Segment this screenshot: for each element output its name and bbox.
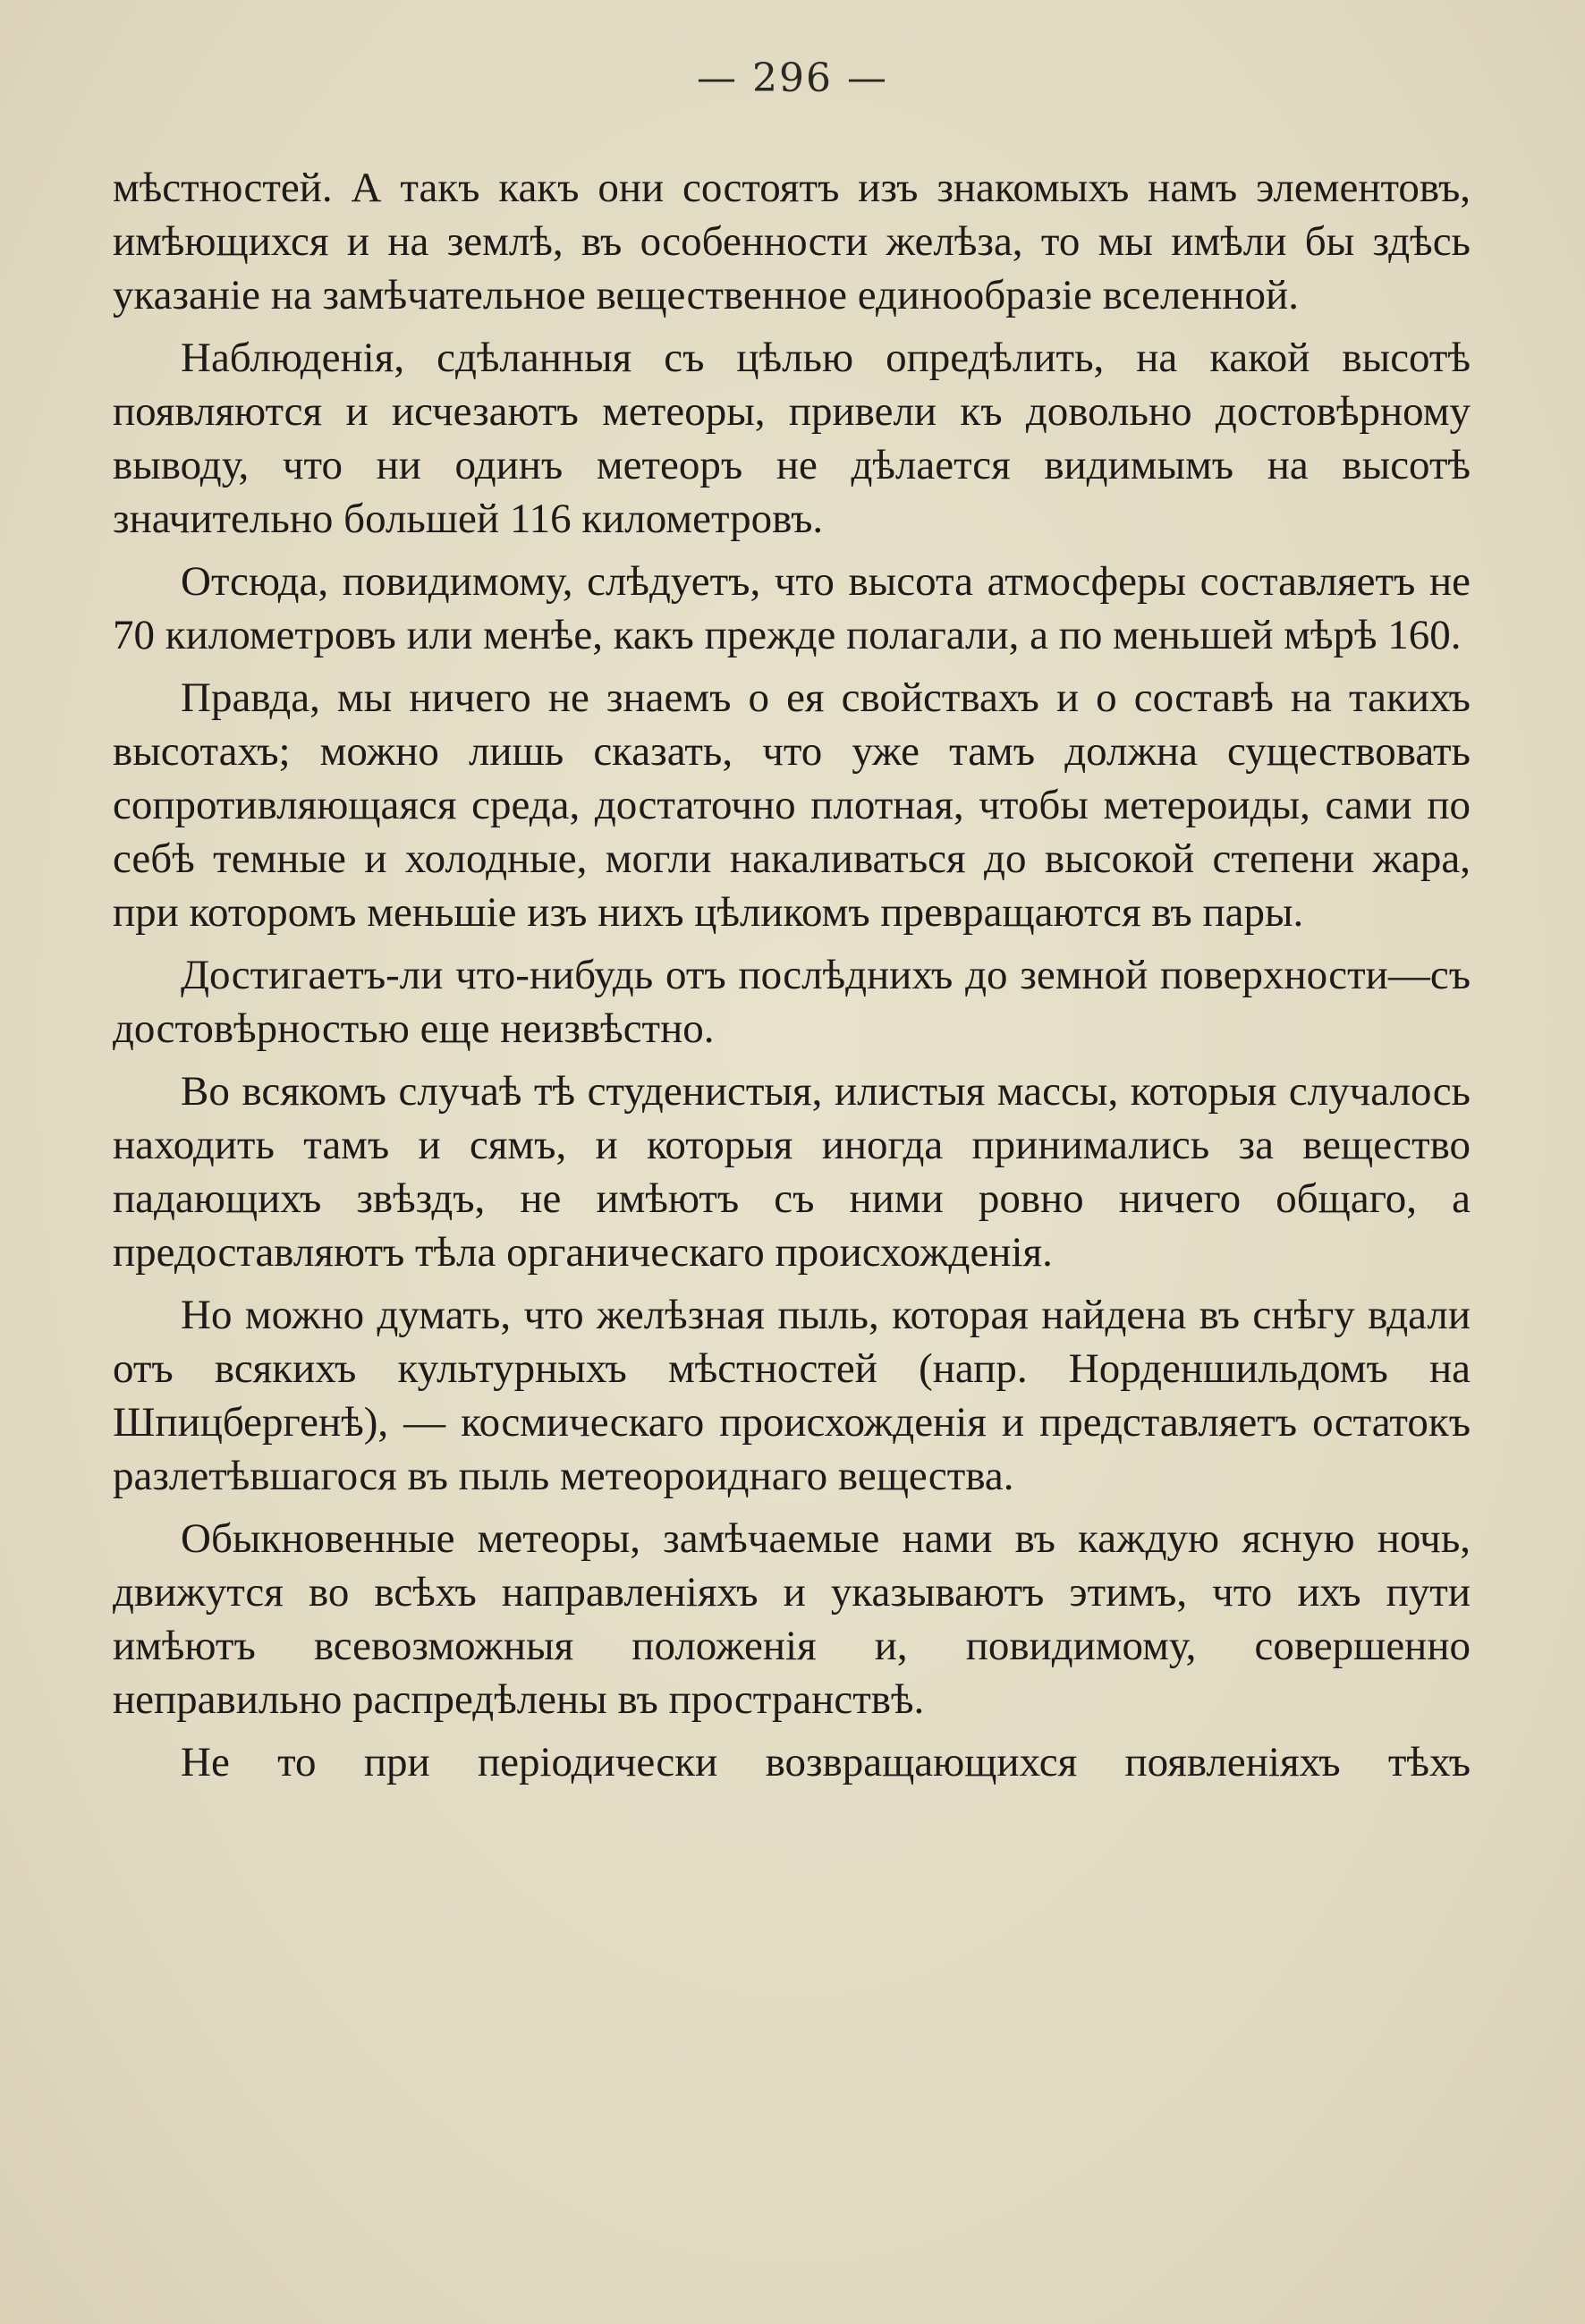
paragraph-6: Во всякомъ случаѣ тѣ студенистыя, илистыя массы, которыя случалось находить тамъ и сямъ, и которыя иногда принимались за вещество падающихъ звѣздъ, не имѣютъ съ ними ровно ничего общаго, а предоставляютъ тѣла органическаго происхожденія.	[113, 1068, 1471, 1276]
paragraph-3: Отсюда, повидимому, слѣдуетъ, что высота атмосферы составляетъ не 70 километровъ или менѣе, какъ прежде полагали, а по меньшей мѣрѣ 160.	[113, 558, 1471, 658]
paragraph-5: Достигаетъ-ли что-нибудь отъ послѣднихъ до земной поверхности—съ достовѣрностью еще неизвѣстно.	[113, 952, 1471, 1052]
paragraph-2: Наблюденія, сдѣланныя съ цѣлью опредѣлить, на какой высотѣ появляются и исчезаютъ метеоры, привели къ довольно достовѣрному выводу, что ни одинъ метеоръ не дѣлается видимымъ на высотѣ значительно большей 116 километровъ.	[113, 335, 1471, 542]
paragraph-7: Но можно думать, что желѣзная пыль, которая найдена въ снѣгу вдали отъ всякихъ культурныхъ мѣстностей (напр. Норденшильдомъ на Шпицбергенѣ), — космическаго происхожденія и представляетъ остатокъ разлетѣвшагося въ пыль метеороиднаго вещества.	[113, 1292, 1471, 1499]
paragraph-1: мѣстностей. А такъ какъ они состоятъ изъ знакомыхъ намъ элементовъ, имѣющихся и на землѣ, въ особенности желѣза, то мы имѣли бы здѣсь указаніе на замѣчательное вещественное единообразіе вселенной.	[113, 165, 1471, 318]
paragraph-4: Правда, мы ничего не знаемъ о ея свойствахъ и о составѣ на такихъ высотахъ; можно лишь сказать, что уже тамъ должна существовать сопротивляющаяся среда, достаточно плотная, чтобы метероиды, сами по себѣ темные и холодные, могли накаливаться до высокой степени жара, при которомъ меньшіе изъ нихъ цѣликомъ превращаются въ пары.	[113, 674, 1471, 936]
paragraph-9: Не то при періодически возвращающихся появленіяхъ тѣхъ	[181, 1739, 1471, 1785]
page-body	[113, 161, 1471, 1789]
paragraph-8: Обыкновенные метеоры, замѣчаемые нами въ каждую ясную ночь, движутся во всѣхъ направленіяхъ и указываютъ этимъ, что ихъ пути имѣютъ всевозможныя положенія и, повидимому, совершенно неправильно распредѣлены въ пространствѣ.	[113, 1515, 1471, 1723]
page-number: — 296 —	[697, 55, 888, 101]
